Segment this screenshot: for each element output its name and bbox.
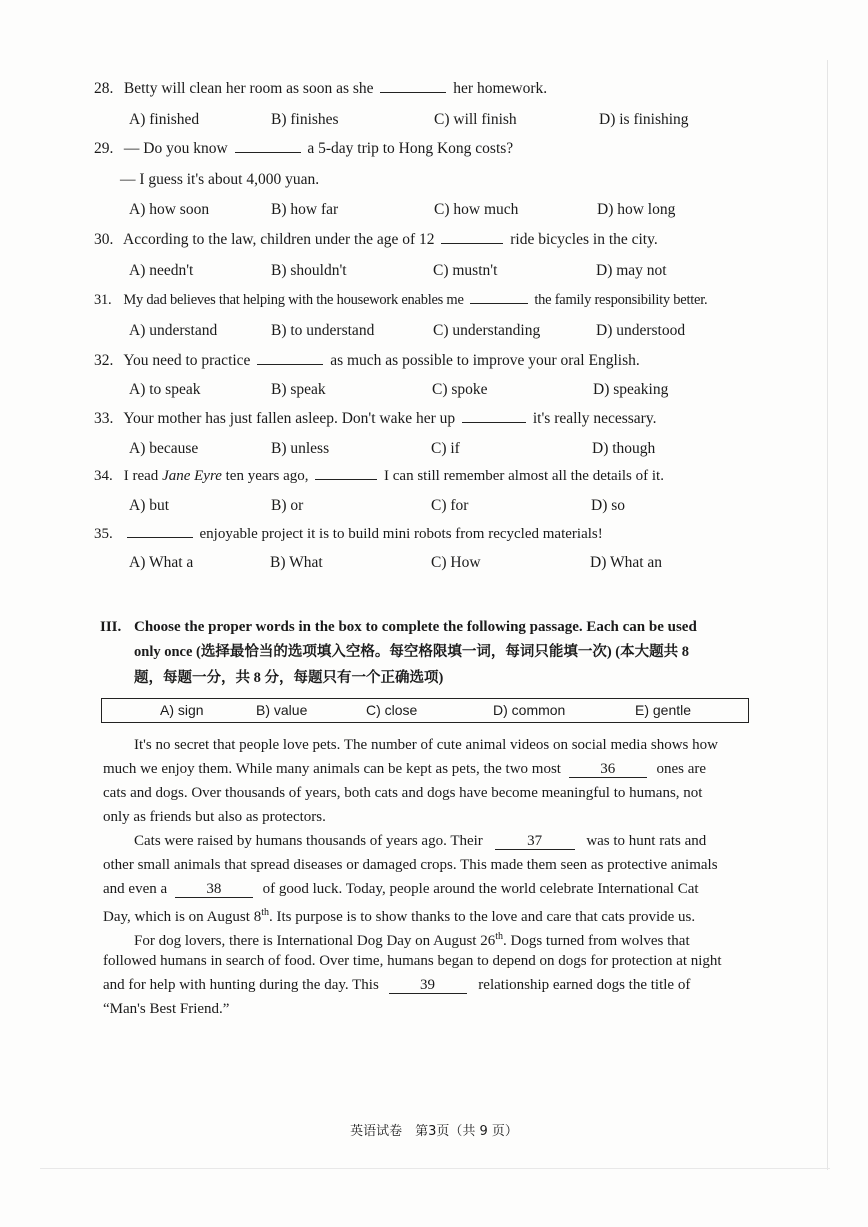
question-text: the family responsibility better. <box>534 292 708 308</box>
answer-blank <box>235 151 301 153</box>
passage-text: was to hunt rats and <box>586 833 707 849</box>
option-c: C) How <box>431 554 481 571</box>
question-29 <box>94 140 513 158</box>
question-number: 33. <box>94 410 114 427</box>
question-33 <box>94 410 656 428</box>
option-a: A) understand <box>129 322 218 339</box>
question-text: her homework. <box>453 80 548 97</box>
option-c: C) will finish <box>434 111 517 128</box>
word-box <box>101 698 749 723</box>
option-d: D) may not <box>596 262 667 279</box>
blank-39: 39 <box>389 977 467 994</box>
option-c: C) how much <box>434 201 519 218</box>
passage-p2-line1 <box>134 829 782 853</box>
option-c: C) for <box>431 497 469 514</box>
option-d: D) What an <box>590 554 663 571</box>
passage-p2-line3 <box>103 877 751 901</box>
ordinal-suffix: th <box>495 931 503 942</box>
section-instruction: Choose the proper words in the box to complete the following passage. Each can be used <box>134 619 697 635</box>
passage-p1-line3: cats and dogs. Over thousands of years, both cats and dogs have become meaningful to humans, not <box>103 785 703 801</box>
option-c: C) spoke <box>432 381 488 398</box>
question-number: 32. <box>94 352 114 369</box>
passage-text: For dog lovers, there is International Dog Day on August 26 <box>134 933 496 949</box>
word-option-c: C) close <box>366 702 418 718</box>
question-text: ten years ago, <box>221 468 309 484</box>
scan-edge-line <box>827 60 828 1170</box>
option-a: A) how soon <box>129 201 210 218</box>
option-c: C) understanding <box>433 322 541 339</box>
option-a: A) needn't <box>129 262 194 279</box>
option-d: D) how long <box>597 201 676 218</box>
question-text: ride bicycles in the city. <box>510 231 658 248</box>
passage-text: much we enjoy them. While many animals can be kept as pets, the two most <box>103 761 561 777</box>
question-text: Your mother has just fallen asleep. Don't wake her up <box>123 410 456 427</box>
passage-p1-line2 <box>103 757 751 781</box>
passage-text: Cats were raised by humans thousands of years ago. Their <box>134 833 483 849</box>
question-number: 29. <box>94 140 114 157</box>
passage-p3-line2: followed humans in search of food. Over time, humans began to depend on dogs for protection at night <box>103 953 722 969</box>
passage-text: Day, which is on August 8 <box>103 909 262 925</box>
answer-blank <box>462 421 526 423</box>
option-b: B) speak <box>271 381 326 398</box>
answer-blank <box>257 363 323 365</box>
option-a: A) What a <box>129 554 194 571</box>
question-text: My dad believes that helping with the housework enables me <box>123 292 464 308</box>
blank-38: 38 <box>175 881 253 898</box>
word-option-a: A) sign <box>160 702 204 718</box>
question-number: 31. <box>94 292 112 308</box>
option-d: D) though <box>592 440 656 457</box>
option-b: B) how far <box>271 201 339 218</box>
answer-blank <box>470 302 528 304</box>
option-d: D) understood <box>596 322 686 339</box>
option-b: B) or <box>271 497 304 514</box>
passage-text: . Its purpose is to show thanks to the love and care that cats provide us. <box>268 909 696 925</box>
answer-blank <box>441 242 503 244</box>
option-d: D) is finishing <box>599 111 689 128</box>
option-b: B) shouldn't <box>271 262 347 279</box>
option-d: D) so <box>591 497 626 514</box>
blank-37: 37 <box>495 833 575 850</box>
section-3-heading <box>100 614 697 640</box>
option-a: A) but <box>129 497 170 514</box>
question-text: it's really necessary. <box>532 410 657 427</box>
word-option-d: D) common <box>493 702 566 718</box>
question-text: Betty will clean her room as soon as she <box>123 80 374 97</box>
section-3-instruction-line2: only once (选择最恰当的选项填入空格。每空格限填一词，每词只能填一次) (本大题共 8 <box>134 644 690 660</box>
option-b: B) finishes <box>271 111 339 128</box>
question-30 <box>94 231 658 249</box>
option-c: C) mustn't <box>433 262 498 279</box>
word-option-b: B) value <box>256 702 308 718</box>
option-b: B) What <box>270 554 323 571</box>
question-35 <box>94 526 603 543</box>
passage-p2-line2: other small animals that spread diseases or damaged crops. This made them seen as protective animals <box>103 857 718 873</box>
option-c: C) if <box>431 440 460 457</box>
option-d: D) speaking <box>593 381 669 398</box>
passage-text: of good luck. Today, people around the world celebrate International Cat <box>262 881 699 897</box>
question-31 <box>94 292 707 309</box>
question-text: According to the law, children under the age of 12 <box>123 231 435 248</box>
passage-text: . Dogs turned from wolves that <box>502 933 690 949</box>
answer-blank <box>315 478 377 480</box>
section-3-instruction-line3: 题，每题一分，共 8 分，每题只有一个正确选项) <box>134 670 444 686</box>
option-a: A) to speak <box>129 381 201 398</box>
question-34 <box>94 468 664 485</box>
passage-p3-line4: “Man's Best Friend.” <box>103 1001 230 1017</box>
passage-p3-line3 <box>103 973 751 997</box>
question-29-reply: — I guess it's about 4,000 yuan. <box>120 171 320 188</box>
section-number: III. <box>100 619 122 635</box>
question-text: — Do you know <box>123 140 228 157</box>
question-text: as much as possible to improve your oral English. <box>330 352 640 369</box>
answer-blank <box>127 536 193 538</box>
passage-text: and for help with hunting during the day. This <box>103 977 379 993</box>
scan-bottom-line <box>40 1168 830 1169</box>
passage-text: ones are <box>656 761 707 777</box>
question-text: a 5-day trip to Hong Kong costs? <box>307 140 514 157</box>
option-b: B) to understand <box>271 322 375 339</box>
passage-text: relationship earned dogs the title of <box>478 977 691 993</box>
page-footer: 英语试卷 第3页（共 9 页） <box>350 1124 518 1139</box>
question-number: 34. <box>94 468 113 484</box>
question-number: 30. <box>94 231 114 248</box>
question-28 <box>94 80 547 98</box>
option-a: A) because <box>129 440 199 457</box>
word-option-e: E) gentle <box>635 702 692 718</box>
question-text: enjoyable project it is to build mini robots from recycled materials! <box>199 526 603 542</box>
question-text: I can still remember almost all the details of it. <box>384 468 664 484</box>
passage-p1-line4: only as friends but also as protectors. <box>103 809 326 825</box>
passage-text: and even a <box>103 881 168 897</box>
option-a: A) finished <box>129 111 200 128</box>
question-text: I read <box>123 468 163 484</box>
blank-36: 36 <box>569 761 647 778</box>
ordinal-suffix: th <box>261 907 269 918</box>
book-title: Jane Eyre <box>162 468 222 484</box>
answer-blank <box>380 91 446 93</box>
question-number: 35. <box>94 526 113 542</box>
question-text: You need to practice <box>123 352 251 369</box>
option-b: B) unless <box>271 440 330 457</box>
question-number: 28. <box>94 80 114 97</box>
question-32 <box>94 352 640 370</box>
passage-p1-line1: It's no secret that people love pets. The number of cute animal videos on social media shows how <box>134 737 718 753</box>
